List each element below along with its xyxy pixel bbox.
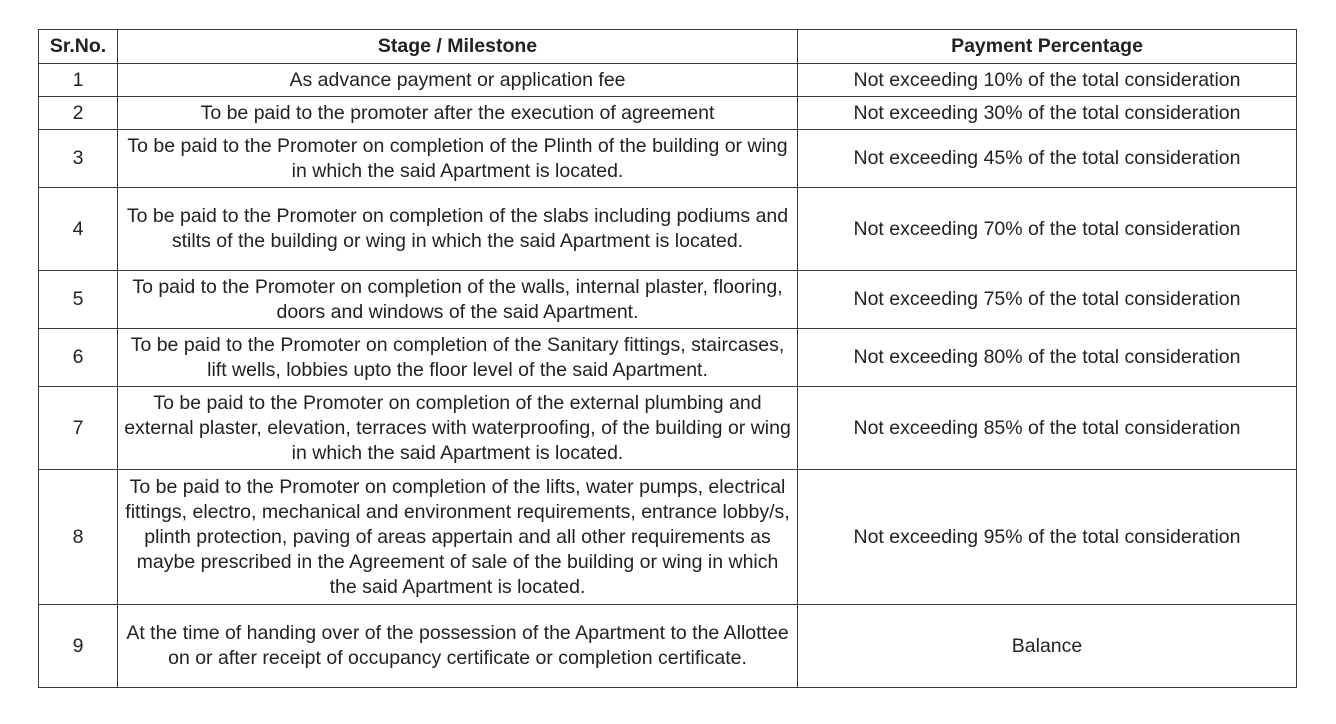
cell-payment: Not exceeding 85% of the total consideration xyxy=(798,387,1297,470)
cell-sr-no: 5 xyxy=(39,271,118,329)
cell-sr-no: 4 xyxy=(39,188,118,271)
table-row xyxy=(39,271,1297,329)
cell-sr-no: 3 xyxy=(39,130,118,188)
cell-stage: At the time of handing over of the possession of the Apartment to the Allottee on or after receipt of occupancy certificate or completion certificate. xyxy=(118,605,798,688)
payment-schedule-table xyxy=(38,29,1297,688)
cell-stage: To be paid to the Promoter on completion of the lifts, water pumps, electrical fittings, electro, mechanical and environment requirements, entrance lobby/s, plinth protection, paving of areas appertain and all other requirements as maybe prescribed in the Agreement of sale of the building or wing in which the said Apartment is located. xyxy=(118,470,798,605)
cell-sr-no: 8 xyxy=(39,470,118,605)
header-sr-no: Sr.No. xyxy=(39,30,118,64)
cell-payment: Not exceeding 30% of the total consideration xyxy=(798,97,1297,130)
cell-sr-no: 2 xyxy=(39,97,118,130)
table-header-row xyxy=(39,30,1297,64)
cell-sr-no: 7 xyxy=(39,387,118,470)
cell-stage: To paid to the Promoter on completion of the walls, internal plaster, flooring, doors and windows of the said Apartment. xyxy=(118,271,798,329)
cell-payment: Not exceeding 70% of the total consideration xyxy=(798,188,1297,271)
cell-stage: To be paid to the Promoter on completion of the external plumbing and external plaster, elevation, terraces with waterproofing, of the building or wing in which the said Apartment is located. xyxy=(118,387,798,470)
payment-schedule-table-container xyxy=(38,29,1296,688)
cell-payment: Not exceeding 95% of the total consideration xyxy=(798,470,1297,605)
cell-stage: As advance payment or application fee xyxy=(118,64,798,97)
cell-sr-no: 6 xyxy=(39,329,118,387)
table-row xyxy=(39,188,1297,271)
header-payment-percentage: Payment Percentage xyxy=(798,30,1297,64)
table-row xyxy=(39,470,1297,605)
table-row xyxy=(39,97,1297,130)
cell-stage: To be paid to the Promoter on completion of the Sanitary fittings, staircases, lift wells, lobbies upto the floor level of the said Apartment. xyxy=(118,329,798,387)
cell-stage: To be paid to the promoter after the execution of agreement xyxy=(118,97,798,130)
cell-sr-no: 9 xyxy=(39,605,118,688)
cell-payment: Not exceeding 75% of the total consideration xyxy=(798,271,1297,329)
table-row xyxy=(39,329,1297,387)
cell-payment: Not exceeding 10% of the total consideration xyxy=(798,64,1297,97)
header-stage-milestone: Stage / Milestone xyxy=(118,30,798,64)
cell-sr-no: 1 xyxy=(39,64,118,97)
cell-payment: Not exceeding 80% of the total consideration xyxy=(798,329,1297,387)
cell-payment: Balance xyxy=(798,605,1297,688)
table-row xyxy=(39,64,1297,97)
table-row xyxy=(39,387,1297,470)
table-row xyxy=(39,130,1297,188)
cell-stage: To be paid to the Promoter on completion of the Plinth of the building or wing in which the said Apartment is located. xyxy=(118,130,798,188)
cell-stage: To be paid to the Promoter on completion of the slabs including podiums and stilts of the building or wing in which the said Apartment is located. xyxy=(118,188,798,271)
table-row xyxy=(39,605,1297,688)
cell-payment: Not exceeding 45% of the total consideration xyxy=(798,130,1297,188)
